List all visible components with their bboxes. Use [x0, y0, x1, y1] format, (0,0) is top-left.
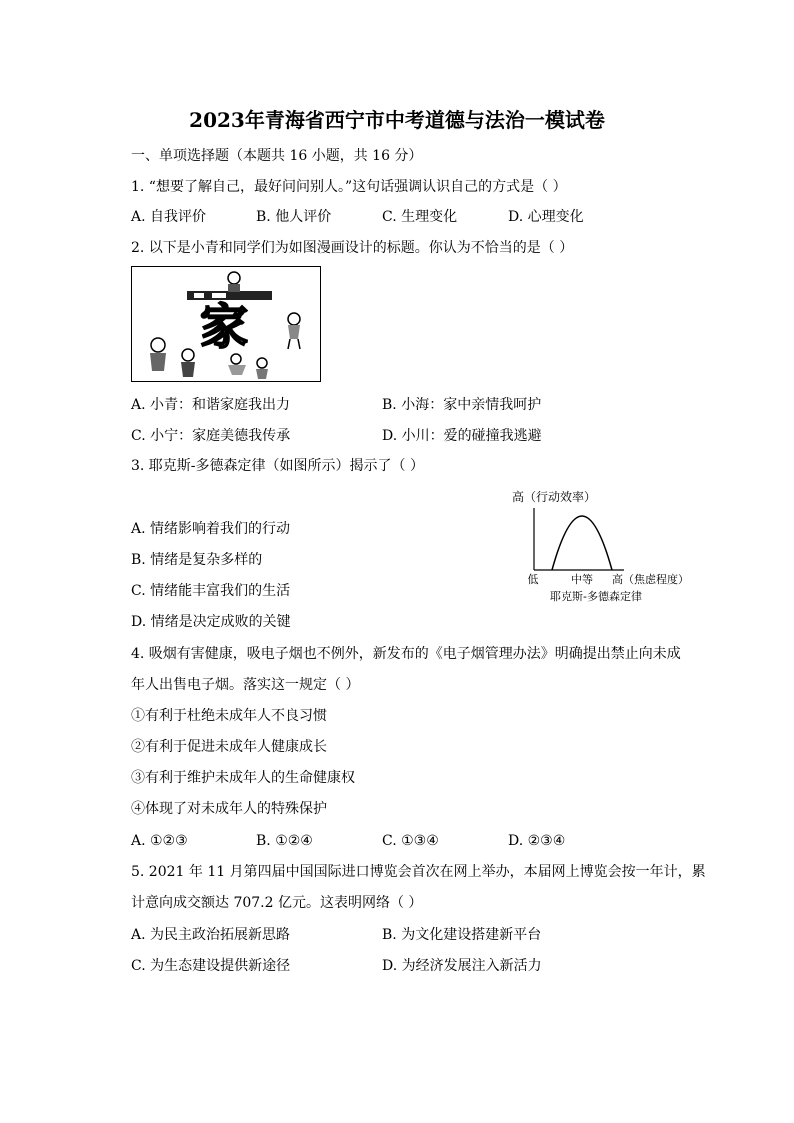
q2-stem: 2. 以下是小青和同学们为如图漫画设计的标题。你认为不恰当的是（ ）	[131, 240, 574, 256]
chart-svg	[500, 486, 710, 606]
q5-stem-line2: 计意向成交额达 707.2 亿元。这表明网络（ ）	[131, 895, 423, 911]
chart-caption: 耶克斯-多德森定律	[550, 590, 642, 603]
q4-stem-line1: 4. 吸烟有害健康，吸电子烟也不例外，新发布的《电子烟管理办法》明确提出禁止向未成	[131, 646, 681, 662]
q2-option-d[interactable]: D. 小川：爱的碰撞我逃避	[382, 428, 542, 444]
q2-option-a[interactable]: A. 小青：和谐家庭我出力	[131, 397, 291, 413]
q4-option-c[interactable]: C. ①③④	[382, 833, 439, 849]
q3-option-c[interactable]: C. 情绪能丰富我们的生活	[131, 583, 291, 599]
chart-y-label: 高（行动效率）	[512, 490, 597, 504]
chart-x-tick-mid: 中等	[571, 573, 593, 586]
q4-stem-line2: 年人出售电子烟。落实这一规定（ ）	[131, 677, 360, 693]
q1-option-b[interactable]: B. 他人评价	[256, 209, 332, 225]
yerkes-dodson-chart	[500, 486, 710, 606]
q4-item-3: ③有利于维护未成年人的生命健康权	[131, 770, 355, 786]
chart-x-tick-high: 高（焦虑程度）	[612, 573, 689, 586]
q3-option-a[interactable]: A. 情绪影响着我们的行动	[131, 521, 291, 537]
q2-option-c[interactable]: C. 小宁：家庭美德我传承	[131, 428, 291, 444]
q1-option-d[interactable]: D. 心理变化	[508, 209, 584, 225]
q1-option-c[interactable]: C. 生理变化	[382, 209, 458, 225]
section-heading: 一、单项选择题（本题共 16 小题，共 16 分）	[131, 148, 423, 164]
q4-option-a[interactable]: A. ①②③	[131, 833, 188, 849]
q5-option-c[interactable]: C. 为生态建设提供新途径	[131, 958, 291, 974]
family-cartoon-drawing	[132, 267, 321, 382]
cartoon-character-text: 家	[199, 299, 249, 355]
q4-option-b[interactable]: B. ①②④	[256, 833, 313, 849]
q5-option-d[interactable]: D. 为经济发展注入新活力	[382, 958, 542, 974]
q3-stem: 3. 耶克斯-多德森定律（如图所示）揭示了（ ）	[131, 458, 424, 474]
q3-option-d[interactable]: D. 情绪是决定成败的关键	[131, 614, 291, 630]
page-title: 2023年青海省西宁市中考道德与法治一模试卷	[189, 108, 605, 132]
chart-curve-line	[552, 516, 612, 570]
q5-stem-line1: 5. 2021 年 11 月第四届中国国际进口博览会首次在网上举办，本届网上博览会按一年计，累	[131, 864, 706, 880]
q2-option-b[interactable]: B. 小海：家中亲情我呵护	[382, 397, 542, 413]
family-cartoon-image	[131, 266, 321, 382]
q5-option-a[interactable]: A. 为民主政治拓展新思路	[131, 927, 291, 943]
q1-option-a[interactable]: A. 自我评价	[131, 209, 207, 225]
q3-option-b[interactable]: B. 情绪是复杂多样的	[131, 552, 263, 568]
q4-option-d[interactable]: D. ②③④	[508, 833, 566, 849]
q4-item-1: ①有利于杜绝未成年人不良习惯	[131, 708, 327, 724]
q1-stem: 1. “想要了解自己，最好问问别人。”这句话强调认识自己的方式是（ ）	[131, 179, 567, 195]
q4-item-4: ④体现了对未成年人的特殊保护	[131, 801, 327, 817]
chart-x-tick-low: 低	[527, 573, 539, 586]
q5-option-b[interactable]: B. 为文化建设搭建新平台	[382, 927, 542, 943]
q4-item-2: ②有利于促进未成年人健康成长	[131, 739, 327, 755]
